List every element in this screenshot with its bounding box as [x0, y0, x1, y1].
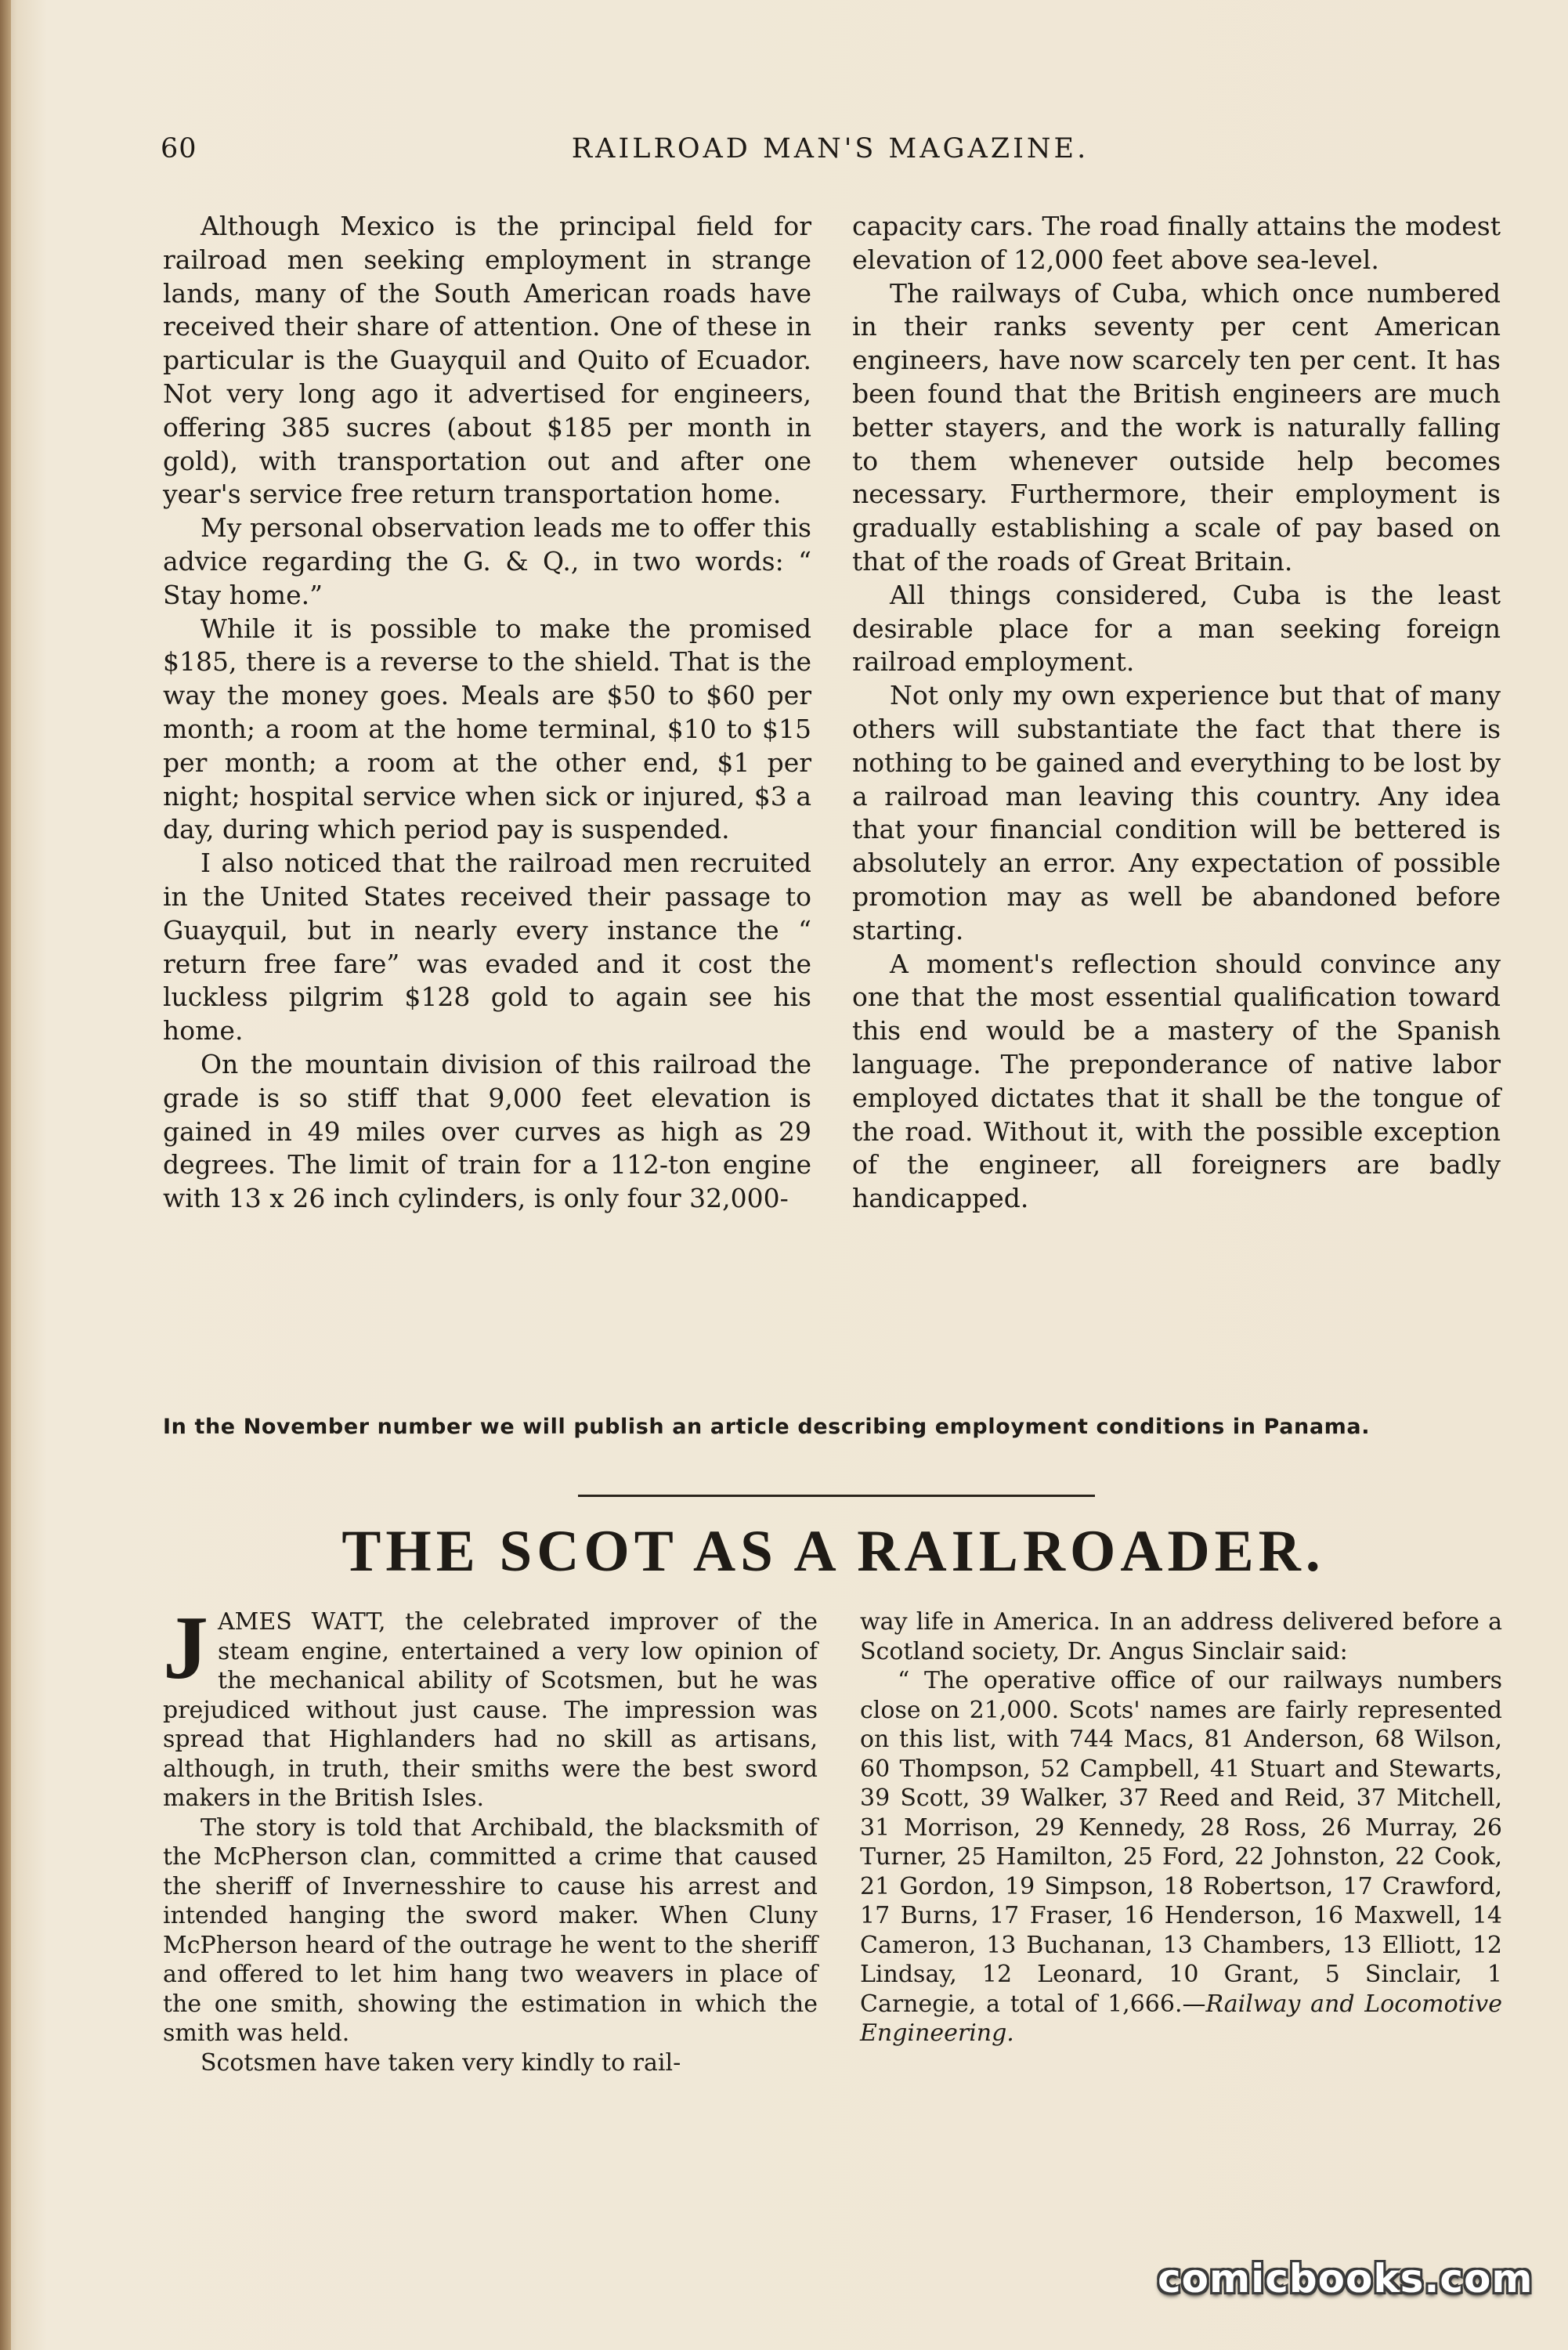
paragraph: On the mountain division of this railroad the grade is so stiff that 9,000 feet elevation is gained in 49 miles over curves as high as 29 degrees. The limit of train for a 112-ton engine with 13 x 26 inch cylinders, is only four 32,000- — [163, 1048, 811, 1214]
magazine-title: RAILROAD MAN'S MAGAZINE. — [571, 133, 1089, 164]
opening-paragraph — [163, 1598, 818, 1813]
quote-text: “ The operative office of our railways numbers close on 21,000. Scots' names are fairly represented on this list, with 744 Macs, 81 Anderson, 68 Wilson, 60 Thompson, 52 Campbell, 41 Stuart and Stewarts, 39 Scott, 39 Walker, 37 Reed and Reid, 37 Mitchell, 31 Morrison, 29 Kennedy, 28 Ross, 26 Murray, 26 Turner, 25 Hamilton, 25 Ford, 22 Johnston, 22 Cook, 21 Gordon, 19 Simpson, 18 Robertson, 17 Crawford, 17 Burns, 17 Fraser, 16 Henderson, 16 Maxwell, 14 Cameron, 13 Buchanan, 13 Chambers, 13 Elliott, 12 Lindsay, 12 Leonard, 10 Grant, 5 Sinclair, 1 Carnegie, a total of 1,666.— — [860, 1667, 1502, 2018]
paragraph: The story is told that Archibald, the blacksmith of the McPherson clan, committed a crime that caused the sheriff of Invernesshire to cause his arrest and intended hanging the sword maker. When Cluny McPherson heard of the outrage he went to the sheriff and offered to let him hang two weavers in place of the one smith, showing the estimation in which the smith was held. — [163, 1813, 818, 2047]
paragraph: Scotsmen have taken very kindly to rail- — [201, 2048, 681, 2077]
paragraph: A moment's reflection should convince any one that the most essential qualification toward this end would be a mastery of the Spanish language. The preponderance of native labor employed dictates that it shall be the tongue of the road. Without it, with the possible exception of the engineer, all foreigners are badly handicapped. — [852, 948, 1501, 1214]
article-column-right — [852, 210, 1501, 1216]
paragraph: The railways of Cuba, which once numbered in their ranks seventy per cent American engineers, have now scarcely ten per cent. It has been found that the British engineers are much better stayers, and the work is naturally falling to them whenever outside help becomes necessary. Furthermore, their employment is gradually establishing a scale of pay based on that of the roads of Great Britain. — [852, 277, 1501, 577]
drop-cap: J — [163, 1598, 208, 1698]
scot-article-column-right — [860, 1607, 1502, 2048]
section-divider — [578, 1495, 1095, 1497]
paragraph: I also noticed that the railroad men recruited in the United States received their passage to Guayquil, but in nearly every instance the “ return free fare” was evaded and it cost the luckless pilgrim $128 gold to again see his home. — [163, 848, 811, 1047]
quoted-paragraph — [860, 1666, 1502, 2048]
paragraph-continuation: capacity cars. The road finally attains the modest elevation of 12,000 feet above sea-level. — [852, 211, 1501, 275]
scot-article-column-left — [163, 1598, 818, 2077]
paragraph: While it is possible to make the promised $185, there is a reverse to the shield. That is the way the money goes. Meals are $50 to $60 per month; a room at the home terminal, $10 to $15 per month; a room at the other end, $1 per night; hospital service when sick or injured, $3 a day, during which period pay is suspended. — [163, 613, 811, 845]
paragraph: Not only my own experience but that of many others will substantiate the fact that there is nothing to be gained and everything to be lost by a railroad man leaving this country. Any idea that your financial condition will be bettered is absolutely an error. Any expectation of possible promotion may as well be abandoned before starting. — [852, 680, 1501, 945]
running-head — [161, 133, 1500, 180]
article-column-left — [163, 210, 811, 1216]
opening-text: AMES WATT, the celebrated improver of the steam engine, entertained a very low opinion of the mechanical ability of Scotsmen, but he was prejudiced without just cause. The impression was spread that Highlanders had no skill as artisans, although, in truth, their smiths were the best sword makers in the British Isles. — [163, 1608, 818, 1812]
article-title: THE SCOT AS A RAILROADER. — [341, 1519, 1325, 1584]
paragraph: My personal observation leads me to offer this advice regarding the G. & Q., in two words: “ Stay home.” — [163, 512, 811, 610]
editorial-notice: In the November number we will publish an article describing employment conditions in Panama. — [163, 1415, 1371, 1439]
page-spine-edge — [0, 0, 11, 2350]
paragraph-continuation: way life in America. In an address delivered before a Scotland society, Dr. Angus Sinclair said: — [860, 1608, 1502, 1665]
paragraph: All things considered, Cuba is the least desirable place for a man seeking foreign railroad employment. — [852, 579, 1501, 678]
paragraph: Although Mexico is the principal field for railroad men seeking employment in strange lands, many of the South American roads have received their share of attention. One of these in particular is the Guayquil and Quito of Ecuador. Not very long ago it advertised for engineers, offering 385 sucres (about $185 per month in gold), with transportation out and after one year's service free return transportation home. — [163, 211, 811, 510]
site-watermark: comicbooks.com — [1158, 2256, 1534, 2301]
quote-source: Railway and Locomotive Engineering. — [860, 1990, 1502, 2047]
page-number: 60 — [161, 133, 197, 164]
